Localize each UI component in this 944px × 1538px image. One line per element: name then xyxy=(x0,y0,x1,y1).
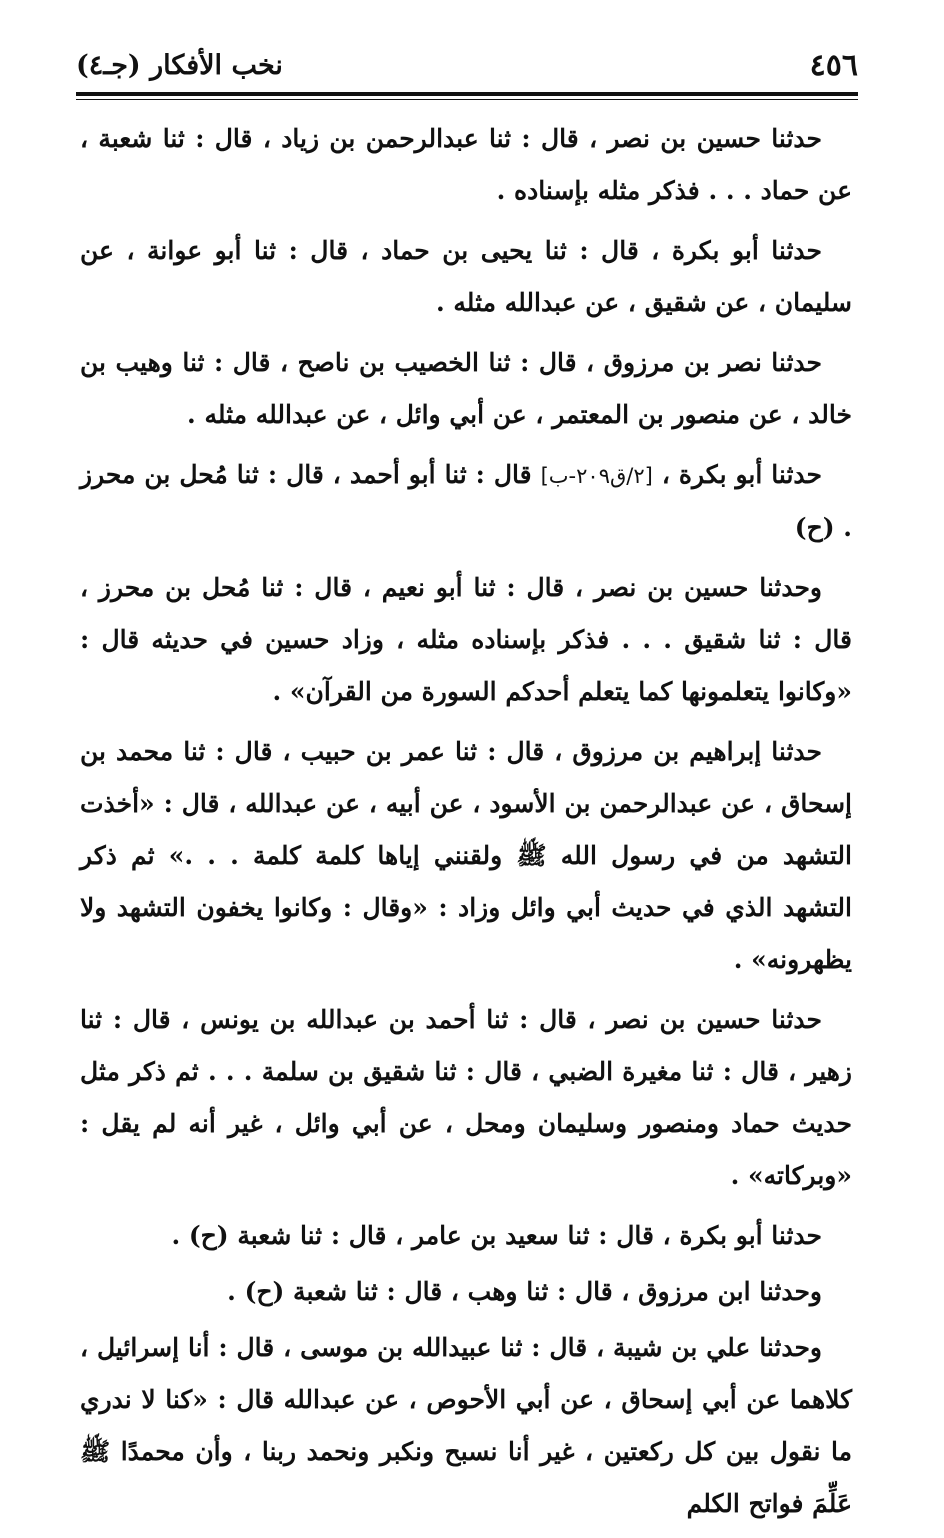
header-rule-thin xyxy=(76,99,858,100)
paragraph-4-start: حدثنا أبو بكرة ، xyxy=(661,460,822,489)
header-rule-thick xyxy=(76,92,858,96)
paragraph-3: حدثنا نصر بن مرزوق ، قال : ثنا الخصيب بن ناصح ، قال : ثنا وهيب بن خالد ، عن منصور بن المعتمر ، عن أبي وائل ، عن عبدالله مثله . xyxy=(80,348,852,429)
paragraph-4 xyxy=(80,449,852,554)
paragraph-2: حدثنا أبو بكرة ، قال : ثنا يحيى بن حماد ، قال : ثنا أبو عوانة ، عن سليمان ، عن شقيق ، عن عبدالله مثله . xyxy=(80,236,852,317)
page-header xyxy=(76,46,858,88)
paragraph-8: حدثنا أبو بكرة ، قال : ثنا سعيد بن عامر ، قال : ثنا شعبة (ح) . xyxy=(171,1221,822,1250)
paragraph-10: وحدثنا علي بن شيبة ، قال : ثنا عبيدالله بن موسى ، قال : أنا إسرائيل ، كلاهما عن أبي إسحاق ، عن أبي الأحوص ، عن عبدالله قال : «كنا لا ندري ما نقول بين كل ركعتين ، غير أنا نسبح ونكبر ونحمد ربنا ، وأن محمدًا ﷺ عَلِّمَ فواتح الكلم xyxy=(80,1333,852,1518)
paragraph-1: حدثنا حسين بن نصر ، قال : ثنا عبدالرحمن بن زياد ، قال : ثنا شعبة ، عن حماد . . . فذكر مثله بإسناده . xyxy=(80,124,852,205)
main-text xyxy=(80,113,852,1538)
paragraph-4-end: قال : ثنا أبو أحمد ، قال : ثنا مُحل بن محرز . (ح) xyxy=(80,460,852,542)
paragraph-6: حدثنا إبراهيم بن مرزوق ، قال : ثنا عمر بن حبيب ، قال : ثنا محمد بن إسحاق ، عن عبدالرحمن بن الأسود ، عن أبيه ، عن عبدالله ، قال : «أخذت التشهد من في رسول الله ﷺ ولقنني إياها كلمة كلمة . . .» ثم ذكر التشهد الذي في حديث أبي وائل وزاد : «وقال : وكانوا يخفون التشهد ولا يظهرونه» . xyxy=(80,737,852,974)
paragraph-7: حدثنا حسين بن نصر ، قال : ثنا أحمد بن عبدالله بن يونس ، قال : ثنا زهير ، قال : ثنا مغيرة الضبي ، قال : ثنا شقيق بن سلمة . . . ثم ذكر مثل حديث حماد ومنصور وسليمان ومحل ، عن أبي وائل ، غير أنه لم يقل : «وبركاته» . xyxy=(80,1005,852,1190)
running-title: نخب الأفكار (جـ٤) xyxy=(76,50,283,81)
manuscript-folio-marker: [٢/ق٢٠٩-ب] xyxy=(540,464,653,488)
paragraph-5: وحدثنا حسين بن نصر ، قال : ثنا أبو نعيم ، قال : ثنا مُحل بن محرز ، قال : ثنا شقيق . . . فذكر بإسناده مثله ، وزاد حسين في حديثه قال : «وكانوا يتعلمونها كما يتعلم أحدكم السورة من القرآن» . xyxy=(80,573,852,706)
page-number: ٤٥٦ xyxy=(809,48,858,83)
paragraph-9: وحدثنا ابن مرزوق ، قال : ثنا وهب ، قال : ثنا شعبة (ح) . xyxy=(227,1277,822,1306)
